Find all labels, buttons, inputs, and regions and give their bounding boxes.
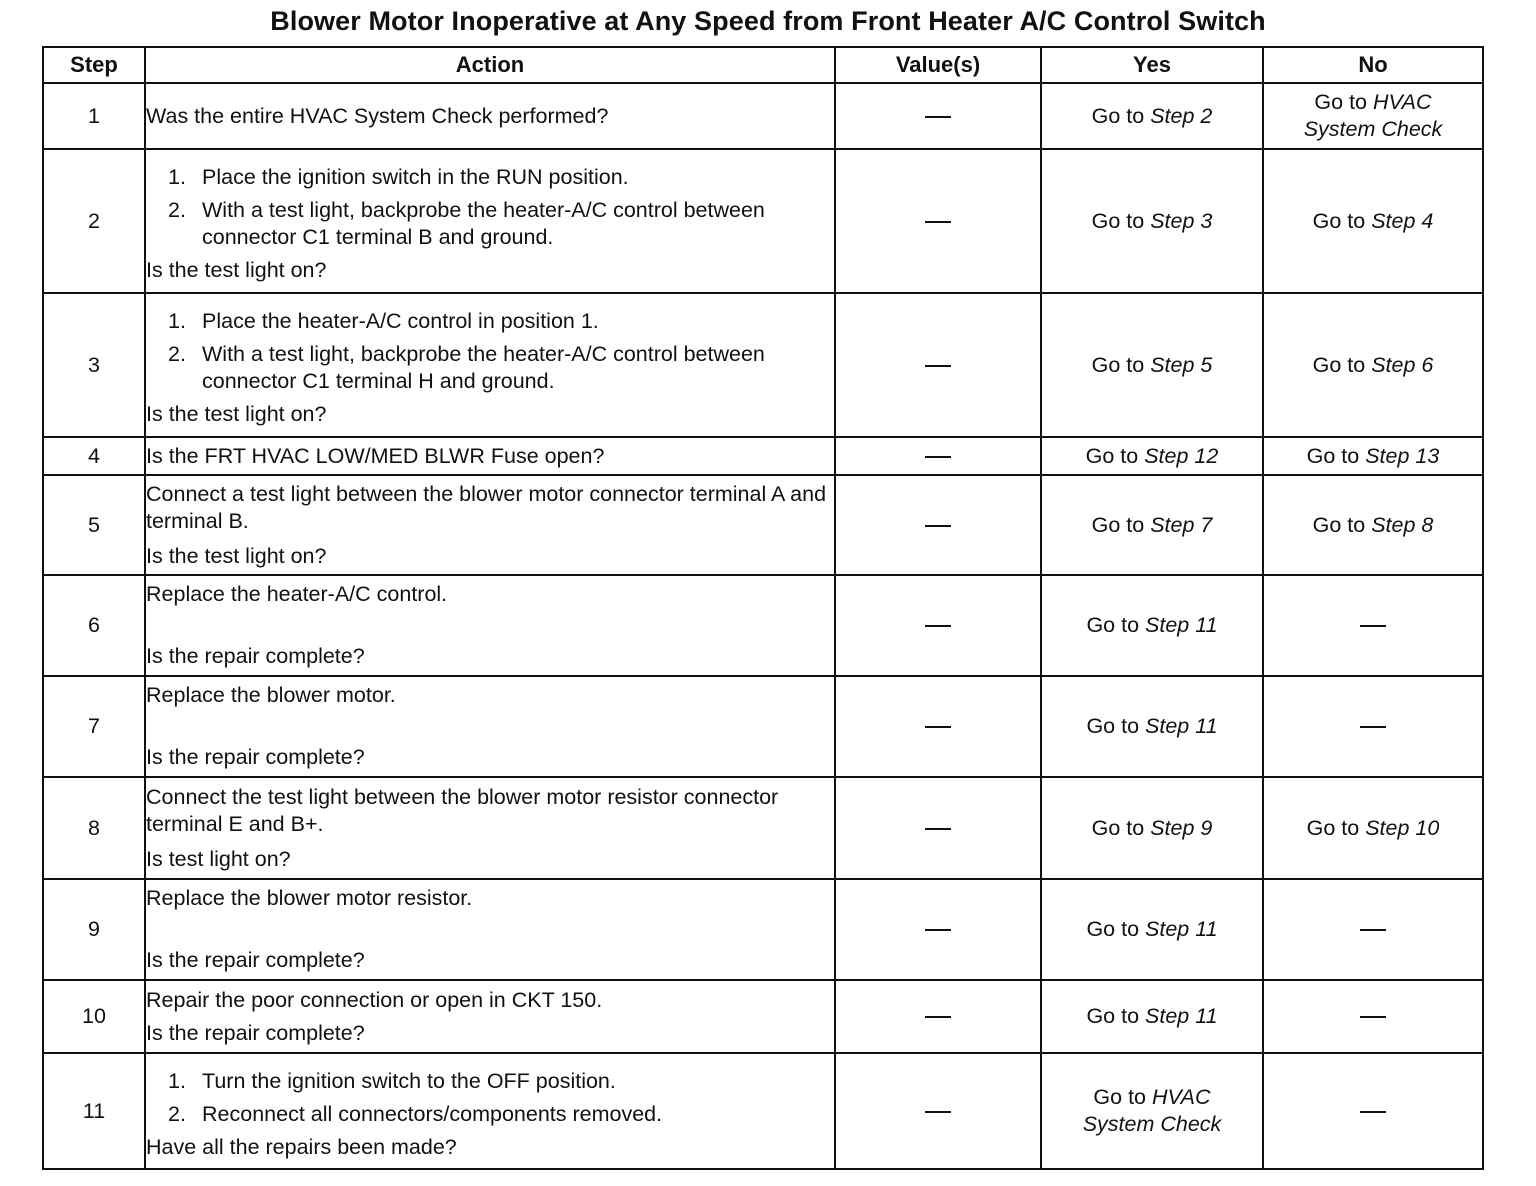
header-values: Value(s) [835,47,1041,83]
yes-cell [1041,293,1263,437]
substep-number: 1. [168,1068,186,1093]
substep-item [168,308,834,335]
yes-cell [1041,575,1263,676]
no-cell [1263,475,1483,575]
dash-mark [925,221,951,223]
dash-mark [925,456,951,458]
substep-number: 2. [168,198,186,222]
action-text: Replace the blower motor resistor. [146,886,473,910]
header-no: No [1263,47,1483,83]
no-cell [1263,1053,1483,1169]
dash-mark [1360,1111,1386,1113]
no-cell [1263,980,1483,1053]
table-row [43,437,1483,475]
yes-cell [1041,149,1263,293]
value-cell [835,879,1041,980]
no-cell [1263,676,1483,777]
yes-cell [1041,83,1263,149]
step-number: 3 [43,293,145,437]
no-target: Step 4 [1371,208,1434,233]
yes-prefix: Go to [1086,714,1146,738]
yes-target: Step 11 [1145,917,1218,941]
yes-prefix: Go to [1086,1004,1146,1028]
yes-target: Step 12 [1144,443,1219,468]
dash-mark [1360,625,1386,627]
step-number: 11 [43,1053,145,1169]
no-cell [1263,879,1483,980]
no-target: Step 8 [1371,512,1434,537]
value-cell [835,676,1041,777]
substep-item [168,341,834,395]
substep-list [146,1068,834,1128]
yes-prefix: Go to [1085,443,1145,468]
question-text: Is the test light on? [146,402,327,426]
action-cell [145,777,835,879]
yes-prefix: Go to [1086,613,1146,637]
no-target: Step 10 [1365,815,1440,840]
action-cell [145,980,835,1053]
yes-target: Step 5 [1150,352,1213,377]
substep-text: Turn the ignition switch to the OFF position. [202,1068,616,1093]
dash-mark [1360,929,1386,931]
table-row [43,293,1483,437]
dash-mark [925,1111,951,1113]
substep-number: 2. [168,342,186,366]
yes-prefix: Go to [1086,917,1146,941]
header-step: Step [43,47,145,83]
yes-target: Step 11 [1145,613,1218,637]
no-prefix: Go to [1312,512,1372,537]
action-text: Replace the blower motor. [146,683,396,707]
value-cell [835,293,1041,437]
value-cell [835,1053,1041,1169]
question-text: Is the test light on? [146,258,327,282]
dash-mark [1360,726,1386,728]
value-cell [835,475,1041,575]
substep-number: 1. [168,309,186,333]
step-number: 1 [43,83,145,149]
action-text: Was the entire HVAC System Check performed? [146,103,609,128]
action-text: Replace the heater-A/C control. [146,582,448,606]
header-action: Action [145,47,835,83]
yes-target: Step 3 [1150,208,1213,233]
no-cell [1263,293,1483,437]
yes-cell [1041,475,1263,575]
substep-item [168,1068,834,1095]
step-number: 6 [43,575,145,676]
no-target: Step 6 [1371,352,1434,377]
yes-prefix: Go to [1091,208,1151,233]
table-row [43,575,1483,676]
step-number: 4 [43,437,145,475]
yes-target: Step 7 [1150,512,1213,537]
yes-target: Step 11 [1145,1004,1218,1028]
dash-mark [925,1016,951,1018]
no-cell [1263,575,1483,676]
yes-prefix: Go to [1093,1085,1152,1109]
substep-number: 1. [168,165,186,189]
dash-mark [925,929,951,931]
table-row [43,83,1483,149]
substep-text: Place the ignition switch in the RUN position. [202,165,629,189]
yes-prefix: Go to [1091,103,1151,128]
yes-target: Step 11 [1145,714,1218,738]
step-number: 7 [43,676,145,777]
no-target: Step 13 [1365,443,1440,468]
table-row [43,149,1483,293]
no-prefix: Go to [1312,208,1372,233]
no-cell [1263,83,1483,149]
value-cell [835,83,1041,149]
no-prefix: Go to [1306,815,1366,840]
substep-text: Reconnect all connectors/components removed. [202,1101,663,1126]
dash-mark [1360,1016,1386,1018]
value-cell [835,149,1041,293]
action-cell [145,676,835,777]
yes-target-line1: HVAC [1151,1085,1211,1109]
step-number: 10 [43,980,145,1053]
table-row [43,980,1483,1053]
header-yes: Yes [1041,47,1263,83]
no-prefix: Go to [1306,443,1366,468]
action-cell [145,149,835,293]
question-text: Is the repair complete? [146,644,365,668]
no-cell [1263,437,1483,475]
yes-target: Step 2 [1150,103,1213,128]
value-cell [835,437,1041,475]
yes-target-line2: System Check [1082,1112,1222,1136]
step-number: 2 [43,149,145,293]
substep-number: 2. [168,1101,186,1126]
dash-mark [925,828,951,830]
yes-cell [1041,980,1263,1053]
action-cell [145,879,835,980]
action-text: Is the FRT HVAC LOW/MED BLWR Fuse open? [146,443,605,468]
substep-list [146,164,834,251]
substep-item [168,1101,834,1128]
action-text: Repair the poor connection or open in CKT 150. [146,987,603,1012]
action-cell [145,475,835,575]
substep-text: Place the heater-A/C control in position 1. [202,309,599,333]
value-cell [835,980,1041,1053]
table-row [43,1053,1483,1169]
substep-text: With a test light, backprobe the heater-A/C control between connector C1 terminal H and ground. [202,342,765,393]
action-cell [145,1053,835,1169]
yes-target: Step 9 [1150,815,1213,840]
question-text: Is test light on? [146,846,291,871]
dash-mark [925,726,951,728]
no-prefix: Go to [1314,90,1373,114]
no-cell [1263,149,1483,293]
action-cell [145,83,835,149]
action-cell [145,293,835,437]
action-cell [145,437,835,475]
value-cell [835,777,1041,879]
dash-mark [925,625,951,627]
no-target-line1: HVAC [1372,90,1432,114]
question-text: Is the repair complete? [146,1020,365,1045]
yes-prefix: Go to [1091,512,1151,537]
no-cell [1263,777,1483,879]
question-text: Have all the repairs been made? [146,1134,457,1159]
header-row [43,47,1483,83]
question-text: Is the repair complete? [146,948,365,972]
table-row [43,879,1483,980]
page-title: Blower Motor Inoperative at Any Speed from Front Heater A/C Control Switch [270,6,1266,36]
dash-mark [925,525,951,527]
no-prefix: Go to [1312,352,1372,377]
step-number: 9 [43,879,145,980]
yes-prefix: Go to [1091,352,1151,377]
substep-text: With a test light, backprobe the heater-A/C control between connector C1 terminal B and ground. [202,198,765,249]
value-cell [835,575,1041,676]
table-row [43,475,1483,575]
step-number: 5 [43,475,145,575]
question-text: Is the test light on? [146,543,327,568]
dash-mark [925,116,951,118]
dash-mark [925,365,951,367]
yes-cell [1041,777,1263,879]
substep-list [146,308,834,395]
yes-prefix: Go to [1091,815,1151,840]
yes-cell [1041,676,1263,777]
action-text: Connect a test light between the blower motor connector terminal A and terminal B. [146,481,827,533]
action-text: Connect the test light between the blower motor resistor connector terminal E and B+. [146,784,779,836]
yes-cell [1041,1053,1263,1169]
diagnostic-table [42,46,1484,1170]
substep-item [168,197,834,251]
yes-cell [1041,437,1263,475]
table-row [43,676,1483,777]
question-text: Is the repair complete? [146,745,365,769]
step-number: 8 [43,777,145,879]
action-cell [145,575,835,676]
yes-cell [1041,879,1263,980]
table-row [43,777,1483,879]
substep-item [168,164,834,191]
no-target-line2: System Check [1303,117,1443,141]
